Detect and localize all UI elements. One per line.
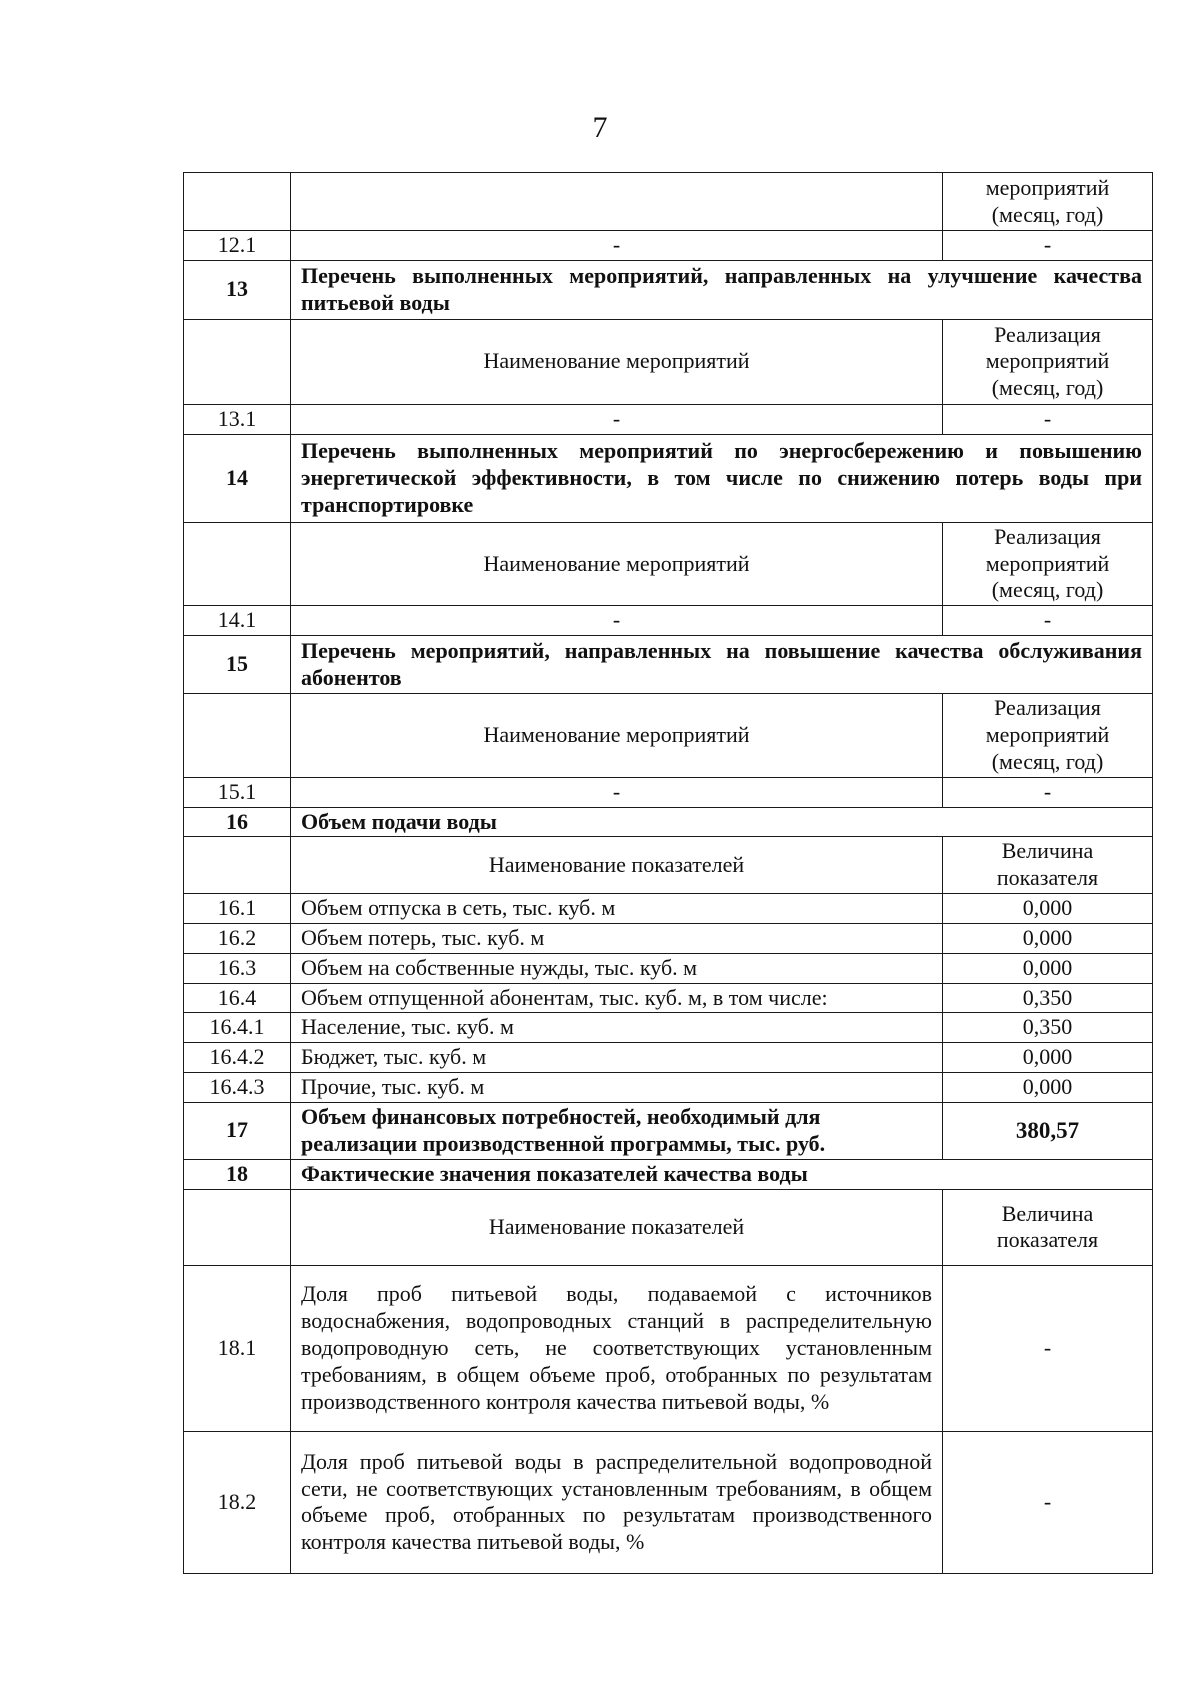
table-row (184, 1431, 1153, 1573)
row-number: 16.3 (184, 953, 291, 983)
row-name: Объем финансовых потребностей, необходимый для реализации производственной программы, тыс. руб. (291, 1102, 943, 1159)
row-value: 0,000 (943, 953, 1153, 983)
header-value: Величина показателя (943, 837, 1153, 894)
row-value: - (943, 606, 1153, 636)
row-value: - (943, 1431, 1153, 1573)
header-name: Наименование мероприятий (291, 694, 943, 777)
row-value: 0,000 (943, 1073, 1153, 1103)
table-row (184, 1013, 1153, 1043)
header-number-cell (184, 837, 291, 894)
section-title: Фактические значения показателей качества воды (291, 1159, 1153, 1189)
section-number: 18 (184, 1159, 291, 1189)
program-table (183, 172, 1153, 1574)
row-name: Объем отпущенной абонентам, тыс. куб. м, в том числе: (291, 983, 943, 1013)
row-name: Бюджет, тыс. куб. м (291, 1043, 943, 1073)
row-name: - (291, 606, 943, 636)
table-row (184, 894, 1153, 924)
row-number: 16.4.1 (184, 1013, 291, 1043)
row-number: 18.2 (184, 1431, 291, 1573)
row-number: 18.1 (184, 1265, 291, 1431)
row-name: Объем на собственные нужды, тыс. куб. м (291, 953, 943, 983)
row-value: 0,350 (943, 1013, 1153, 1043)
section-number: 15 (184, 636, 291, 694)
row-number: 15.1 (184, 777, 291, 807)
page-number: 7 (592, 111, 608, 144)
section-row (184, 260, 1153, 319)
row-name: Объем потерь, тыс. куб. м (291, 923, 943, 953)
row-value: 380,57 (943, 1102, 1153, 1159)
row-value: 0,000 (943, 923, 1153, 953)
section-number: 14 (184, 434, 291, 522)
row-name: - (291, 777, 943, 807)
header-row (184, 319, 1153, 404)
row-value-cell: мероприятий (месяц, год) (943, 173, 1153, 231)
section-title: Перечень мероприятий, направленных на повышение качества обслуживания абонентов (291, 636, 1153, 694)
header-number-cell (184, 319, 291, 404)
row-number: 16.4.3 (184, 1073, 291, 1103)
table-row (184, 923, 1153, 953)
header-name: Наименование мероприятий (291, 319, 943, 404)
header-value: Реализация мероприятий (месяц, год) (943, 319, 1153, 404)
header-value: Реализация мероприятий (месяц, год) (943, 522, 1153, 605)
section-row (184, 1159, 1153, 1189)
table-row (184, 231, 1153, 261)
table-row (184, 404, 1153, 434)
row-name: - (291, 404, 943, 434)
section-row (184, 807, 1153, 837)
row-value: - (943, 404, 1153, 434)
section-row (184, 434, 1153, 522)
row-value: - (943, 231, 1153, 261)
row-name: Прочие, тыс. куб. м (291, 1073, 943, 1103)
row-value: 0,350 (943, 983, 1153, 1013)
table-row (184, 1265, 1153, 1431)
section-title: Объем подачи воды (291, 807, 1153, 837)
header-row (184, 1189, 1153, 1265)
section-row (184, 1102, 1153, 1159)
table-row (184, 173, 1153, 231)
row-value: 0,000 (943, 1043, 1153, 1073)
table-row (184, 1043, 1153, 1073)
header-name: Наименование мероприятий (291, 522, 943, 605)
section-number: 16 (184, 807, 291, 837)
table-row (184, 1073, 1153, 1103)
row-value: - (943, 1265, 1153, 1431)
row-name-cell (291, 173, 943, 231)
header-number-cell (184, 694, 291, 777)
row-name: Объем отпуска в сеть, тыс. куб. м (291, 894, 943, 924)
row-number: 16.4 (184, 983, 291, 1013)
row-name: Население, тыс. куб. м (291, 1013, 943, 1043)
row-number: 16.1 (184, 894, 291, 924)
row-number: 16.4.2 (184, 1043, 291, 1073)
header-name: Наименование показателей (291, 837, 943, 894)
section-number: 17 (184, 1102, 291, 1159)
row-name: Доля проб питьевой воды, подаваемой с источников водоснабжения, водопроводных станций в распределительную водопроводную сеть, не соответствующих установленным требованиям, в общем объеме проб, отобранных по результатам производственного контроля качества питьевой воды, % (291, 1265, 943, 1431)
section-title: Перечень выполненных мероприятий, направленных на улучшение качества питьевой воды (291, 260, 1153, 319)
header-number-cell (184, 522, 291, 605)
section-number: 13 (184, 260, 291, 319)
row-number: 13.1 (184, 404, 291, 434)
row-value: 0,000 (943, 894, 1153, 924)
table-row (184, 606, 1153, 636)
table-row (184, 777, 1153, 807)
header-row (184, 694, 1153, 777)
header-value: Величина показателя (943, 1189, 1153, 1265)
row-name: Доля проб питьевой воды в распределительной водопроводной сети, не соответствующих установленным требованиям, в общем объеме проб, отобранных по результатам производственного контроля качества питьевой воды, % (291, 1431, 943, 1573)
header-number-cell (184, 1189, 291, 1265)
table-row (184, 983, 1153, 1013)
header-name: Наименование показателей (291, 1189, 943, 1265)
row-value: - (943, 777, 1153, 807)
header-row (184, 837, 1153, 894)
header-row (184, 522, 1153, 605)
row-number: 12.1 (184, 231, 291, 261)
row-number: 14.1 (184, 606, 291, 636)
section-title: Перечень выполненных мероприятий по энергосбережению и повышению энергетической эффективности, в том числе по снижению потерь воды при транспортировке (291, 434, 1153, 522)
row-number-cell (184, 173, 291, 231)
table-row (184, 953, 1153, 983)
section-row (184, 636, 1153, 694)
row-number: 16.2 (184, 923, 291, 953)
row-name: - (291, 231, 943, 261)
header-value: Реализация мероприятий (месяц, год) (943, 694, 1153, 777)
